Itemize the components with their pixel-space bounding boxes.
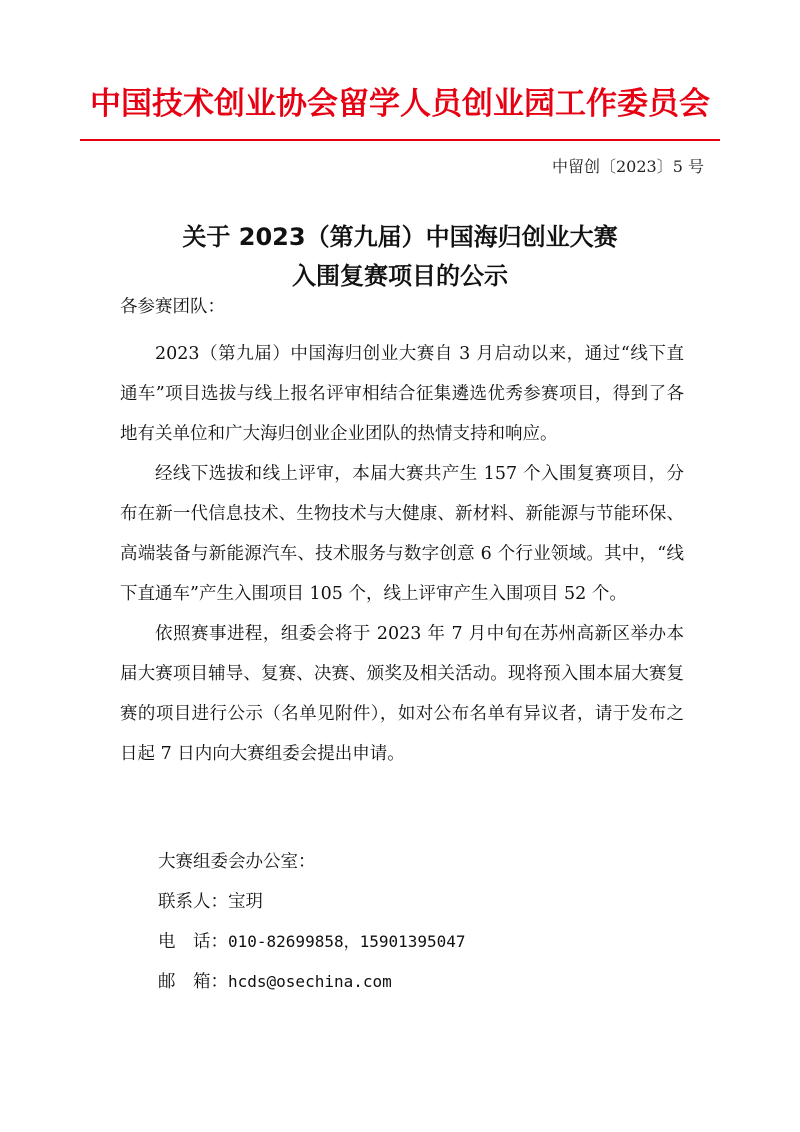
document-body bbox=[120, 334, 684, 774]
salutation: 各参赛团队： bbox=[120, 297, 225, 317]
contact-person-row bbox=[158, 882, 466, 922]
contact-email-row bbox=[158, 962, 466, 1002]
contact-office: 大赛组委会办公室： bbox=[158, 852, 316, 872]
contact-person-label: 联系人： bbox=[158, 892, 228, 912]
body-paragraph-2: 经线下选拔和线上评审，本届大赛共产生 157 个入围复赛项目，分布在新一代信息技术、生物技术与大健康、新材料、新能源与节能环保、高端装备与新能源汽车、技术服务与数字创意 6 个行业领域。其中，“线下直通车”产生入围项目 105 个，线上评审产生入围项目 52 个。 bbox=[120, 464, 684, 604]
document-title-line-1: 关于 2023（第九届）中国海归创业大赛 bbox=[182, 223, 618, 251]
body-paragraph-1: 2023（第九届）中国海归创业大赛自 3 月启动以来，通过“线下直通车”项目选拔与线上报名评审相结合征集遴选优秀参赛项目，得到了各地有关单位和广大海归创业企业团队的热情支持和响应。 bbox=[120, 344, 684, 444]
issuing-organization-header: 中国技术创业协会留学人员创业园工作委员会 bbox=[90, 86, 710, 122]
contact-email-label: 邮 箱： bbox=[158, 972, 228, 992]
contact-person-name: 宝玥 bbox=[228, 892, 263, 912]
contact-block bbox=[158, 842, 466, 1002]
contact-phone-value: 010-82699858，15901395047 bbox=[228, 932, 466, 951]
red-header-rule bbox=[80, 139, 720, 141]
contact-phone-label: 电 话： bbox=[158, 932, 228, 952]
document-number: 中留创〔2023〕5 号 bbox=[552, 157, 704, 176]
body-paragraph-3: 依照赛事进程，组委会将于 2023 年 7 月中旬在苏州高新区举办本届大赛项目辅导、复赛、决赛、颁奖及相关活动。现将预入围本届大赛复赛的项目进行公示（名单见附件），如对公布名单有异议者，请于发布之日起 7 日内向大赛组委会提出申请。 bbox=[120, 624, 684, 764]
contact-email-value: hcds@osechina.com bbox=[228, 972, 392, 991]
document-title-line-2: 入围复赛项目的公示 bbox=[292, 262, 508, 290]
contact-phone-row bbox=[158, 922, 466, 962]
